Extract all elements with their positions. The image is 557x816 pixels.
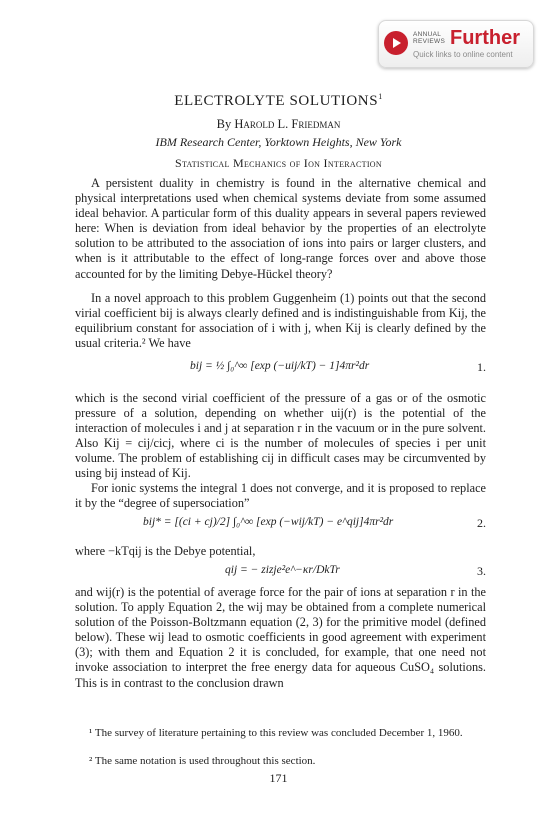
title-footnote-ref[interactable]: 1: [378, 92, 383, 101]
author-name: Harold L. Friedman: [234, 117, 341, 131]
play-arrow-icon: [384, 31, 408, 55]
quick-links-label: Quick links to online content: [413, 50, 513, 59]
annual-reviews-logo: ANNUAL REVIEWS: [413, 31, 446, 45]
paragraph-4: For ionic systems the integral 1 does not converge, and it is proposed to replace it by the “degree of supersociation”: [75, 481, 486, 511]
affiliation: IBM Research Center, Yorktown Heights, New York: [155, 135, 402, 149]
paragraph-5: where −kTqij is the Debye potential,: [75, 544, 256, 558]
paragraph-6: and wij(r) is the potential of average force for the pair of ions at separation r in the solution. To apply Equation 2, the wij may be obtained from a complete numerical solution of the Poisson-Boltzmann equation (2, 3) for the primitive model (defined below). These wij lead to osmotic coefficients in good agreement with experiment (3); with them and Equation 2 it is concluded, for example, that one need not invoke association to interpret the free energy data for aqueous CuSO₄ solutions. This is in contrast to the conclusion drawn: [75, 585, 486, 690]
further-badge[interactable]: [378, 20, 534, 68]
author-line: By Harold L. Friedman: [216, 117, 341, 131]
equation-3-number: 3.: [477, 564, 486, 578]
equation-2-number: 2.: [477, 516, 486, 530]
paragraph-3: which is the second virial coefficient of the pressure of a gas or of the osmotic pressure of a solution, depending on whether uij(r) is the potential of the interaction of molecules i and j at separation r in the vacuum or in the pure solvent. Also Kij = cij/cicj, where ci is the number of molecules of species i per unit volume. The problem of establishing cij in difficult cases may be circumvented by using bij instead of Kij.: [75, 391, 486, 481]
section-heading: Statistical Mechanics of Ion Interaction: [175, 156, 382, 170]
paragraph-2: In a novel approach to this problem Guggenheim (1) points out that the second virial coefficient bij is always clearly defined and is indistinguishable from Kij, the equilibrium constant for association of i with j, when Kij is clearly defined by the usual criteria.² We have: [75, 291, 486, 351]
equation-1-number: 1.: [477, 360, 486, 374]
footnote-2: ² The same notation is used throughout this section.: [89, 755, 316, 767]
equation-1: bij = ½ ∫₀^∞ [exp (−uij/kT) − 1]4πr²dr 1.: [190, 360, 486, 374]
equation-2: bij* = [(ci + cj)/2] ∫₀^∞ [exp (−wij/kT) − e^qij]4πr²dr 2.: [143, 516, 486, 530]
further-label: Further: [450, 27, 520, 49]
footnote-1: ¹ The survey of literature pertaining to this review was concluded December 1, 1960.: [89, 727, 463, 739]
equation-3: qij = − zizje²e^−κr/DkTr 3.: [225, 564, 486, 578]
page-number: 171: [269, 771, 288, 785]
paragraph-1: A persistent duality in chemistry is found in the alternative chemical and physical interpretations used when chemical systems deviate from some assumed ideal behavior. A particular form of this duality appears in several papers reviewed here: When is deviation from ideal behavior by the properties of an electrolyte solution to be attributed to the association of ions into pairs or larger clusters, and when is it attributable to the effect of long-range forces over and above those accounted for by the limiting Debye-Hückel theory?: [75, 176, 486, 281]
article-title: ELECTROLYTE SOLUTIONS$^1$: [174, 92, 383, 109]
